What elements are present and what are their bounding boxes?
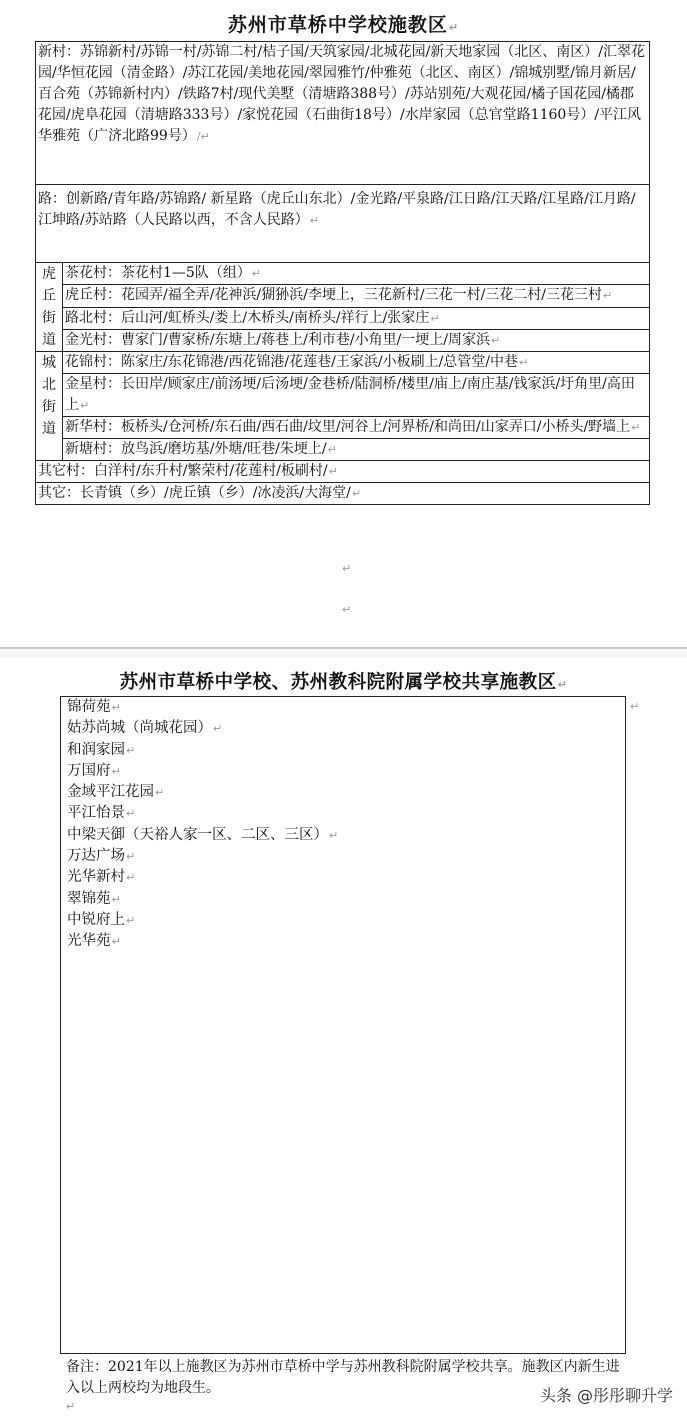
huqiu-village-cell: 虎丘村：花园弄/福全弄/花神浜/猢狲浜/李埂上，三花新村/三花一村/三花二村/三花三村↵ xyxy=(63,285,650,307)
doc2-title: 苏州市草桥中学校、苏州教科院附属学校共享施教区↵ xyxy=(119,672,568,693)
huajin-cell: 花锦村：陈家庄/东花锦港/西花锦港/花莲巷/王家浜/小板刷上/总管堂/中巷↵ xyxy=(63,352,650,374)
table-row xyxy=(36,374,650,417)
other-cell: 其它：长青镇（乡）/虎丘镇（乡）/冰凌浜/大海堂/↵ xyxy=(36,483,650,505)
table-row xyxy=(36,417,650,439)
table-row xyxy=(36,307,650,329)
cell-end-mark: ↵ xyxy=(630,700,640,713)
list-item: 光华新村↵ xyxy=(67,869,136,886)
list-item: 姑苏尚城（尚城花园）↵ xyxy=(67,720,223,737)
table-row xyxy=(36,185,650,263)
footnote: 备注：2021年以上施教区为苏州市草桥中学与苏州教科院附属学校共享。施教区内新生进入以上两校均为地段生。 xyxy=(66,1359,620,1396)
school-zone-table xyxy=(35,41,650,505)
huqiu-street-label: 虎 丘 街 道 xyxy=(36,263,63,352)
paragraph-mark: ↵ xyxy=(66,1400,76,1413)
table-row xyxy=(36,352,650,374)
list-item: 翠锦苑↵ xyxy=(67,890,121,907)
table-row xyxy=(36,439,650,461)
xinhua-cell: 新华村：板桥头/仓河桥/东石曲/西石曲/坟里/河谷上/河界桥/和尚田/山家弄口/小桥头/野墙上↵ xyxy=(63,417,650,439)
page-gap xyxy=(0,652,687,658)
list-item: 和润家园↵ xyxy=(67,741,136,758)
watermark: 头条 @彤彤聊升学 xyxy=(539,1386,673,1405)
shared-zone-box xyxy=(60,696,626,1354)
list-item: 万国府↵ xyxy=(67,762,121,779)
list-item: 锦荷苑↵ xyxy=(67,699,121,715)
list-item: 光华苑↵ xyxy=(67,933,121,950)
chahua-cell: 茶花村：茶花村1—5队（组）↵ xyxy=(63,263,650,285)
xintang-cell: 新塘村：放鸟浜/磨坊基/外塘/旺巷/朱埂上/↵ xyxy=(63,439,650,461)
list-item: 中梁天御（天裕人家一区、二区、三区）↵ xyxy=(67,826,339,843)
table-row xyxy=(36,285,650,307)
chengbei-street-label: 城 北 街 道 xyxy=(36,352,63,461)
xincun-cell: 新村：苏锦新村/苏锦一村/苏锦二村/桔子国/天筑家园/北城花园/新天地家园（北区、南区）/汇翠花园/华恒花园（清金路）/苏江花园/美地花园/翠园雅竹/仲雅苑（北区、南区）/锦城别墅/锦月新居/百合苑（苏锦新村内）/铁路7村/现代美墅（清塘路388号）/苏站别苑/大观花园/橘子国花园/橘郡花园/虎阜花园（清塘路333号）/家悦花园（石曲街18号）/水岸家园（总官堂路1160号）/平江风华雅苑（广济北路99号）/↵ xyxy=(36,42,650,185)
list-item: 万达广场↵ xyxy=(67,848,136,865)
paragraph-mark: ↵ xyxy=(342,562,352,575)
list-item: 平江怡景↵ xyxy=(67,805,136,822)
other-village-cell: 其它村：白洋村/东升村/繁荣村/花莲村/板刷村/↵ xyxy=(36,461,650,483)
lubei-cell: 路北村：后山河/虹桥头/娄上/木桥头/南桥头/祥行上/张家庄↵ xyxy=(63,307,650,329)
table-row xyxy=(36,263,650,285)
table-row xyxy=(36,483,650,505)
doc1-title: 苏州市草桥中学校施教区↵ xyxy=(227,14,460,36)
road-cell: 路：创新路/青年路/苏锦路/ 新星路（虎丘山东北）/金光路/平泉路/江日路/江天路/江星路/江月路/江坤路/苏站路（人民路以西，不含人民路）↵ xyxy=(36,185,650,263)
jinguang-cell: 金光村：曹家门/曹家桥/东塘上/蒋巷上/利市巷/小角里/一埂上/周家浜↵ xyxy=(63,329,650,351)
list-item: 中锐府上↵ xyxy=(67,911,136,928)
paragraph-mark: ↵ xyxy=(342,603,352,616)
table-row xyxy=(36,461,650,483)
table-row xyxy=(36,329,650,351)
table-row xyxy=(36,42,650,185)
page-break-divider xyxy=(0,647,687,649)
jinxing-cell: 金星村：长田岸/顾家庄/前汤埂/后汤埂/金巷桥/陆洞桥/楼里/庙上/南庄基/钱家浜/圩角里/高田上↵ xyxy=(63,374,650,417)
list-item: 金域平江花园↵ xyxy=(67,784,165,801)
